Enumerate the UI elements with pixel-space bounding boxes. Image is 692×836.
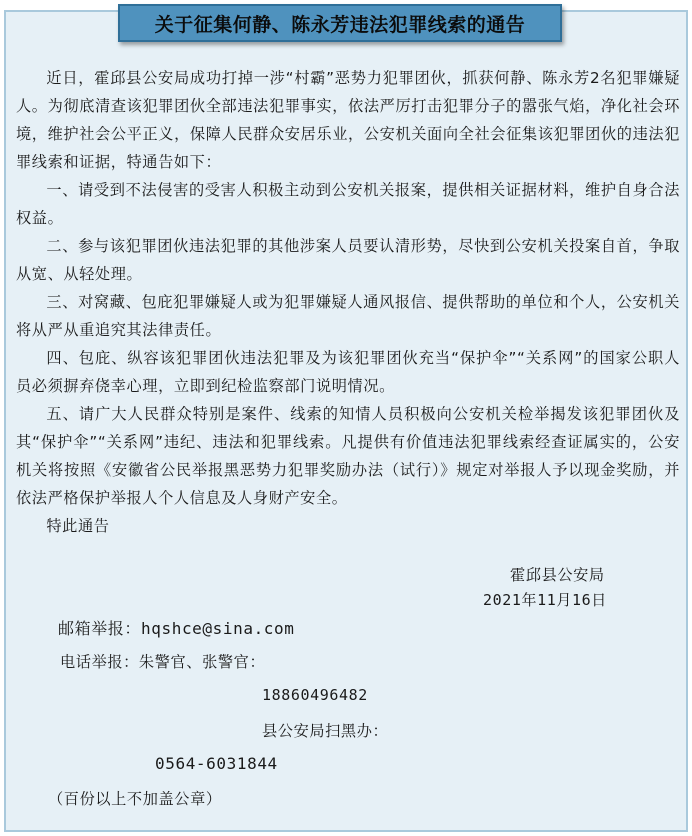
paragraph-item-5: 五、请广大人民群众特别是案件、线索的知情人员积极向公安机关检举揭发该犯罪团伙及其“保护伞”“关系网”违纪、违法和犯罪线索。凡提供有价值违法犯罪线索经查证属实的，公安机关将按照《安徽省公民举报黑恶势力犯罪奖励办法（试行）》规定对举报人予以现金奖励，并依法严格保护举报人个人信息及人身财产安全。	[16, 405, 680, 507]
paragraph-intro: 近日，霍邱县公安局成功打掉一涉“村霸”恶势力犯罪团伙，抓获何静、陈永芳2名犯罪嫌疑人。为彻底清查该犯罪团伙全部违法犯罪事实，依法严厉打击犯罪分子的嚣张气焰，净化社会环境，维护社会公平正义，保障人民群众安居乐业，公安机关面向全社会征集该犯罪团伙的违法犯罪线索和证据，特通告如下：	[16, 69, 680, 171]
office-label: 县公安局扫黑办：	[262, 722, 389, 740]
email-label: 邮箱举报：	[58, 619, 142, 638]
signature-date: 2021年11月16日	[483, 591, 607, 609]
email-address[interactable]: hqshce@sina.com	[141, 619, 295, 638]
paragraph-item-2: 二、参与该犯罪团伙违法犯罪的其他涉案人员要认清形势，尽快到公安机关投案自首，争取从宽、从轻处理。	[16, 237, 680, 283]
email-row	[58, 616, 295, 639]
notice-body	[16, 64, 680, 540]
paragraph-item-3: 三、对窝藏、包庇犯罪嫌疑人或为犯罪嫌疑人通风报信、提供帮助的单位和个人，公安机关将从严从重追究其法律责任。	[16, 293, 680, 339]
title-banner	[118, 4, 562, 42]
signature-org: 霍邱县公安局	[510, 566, 605, 584]
phone-number-2[interactable]: 0564-6031844	[155, 754, 278, 773]
notice-title: 关于征集何静、陈永芳违法犯罪线索的通告	[154, 13, 526, 36]
paragraph-item-4: 四、包庇、纵容该犯罪团伙违法犯罪及为该犯罪团伙充当“保护伞”“关系网”的国家公职人员必须摒弃侥幸心理，立即到纪检监察部门说明情况。	[16, 349, 680, 395]
phone-label: 电话举报：朱警官、张警官：	[60, 653, 266, 671]
paragraph-item-1: 一、请受到不法侵害的受害人积极主动到公安机关报案，提供相关证据材料，维护自身合法权益。	[16, 181, 680, 227]
phone-number-1[interactable]: 18860496482	[262, 686, 368, 704]
closing-phrase: 特此通告	[46, 517, 110, 535]
stamp-note: （百份以上不加盖公章）	[48, 790, 222, 808]
